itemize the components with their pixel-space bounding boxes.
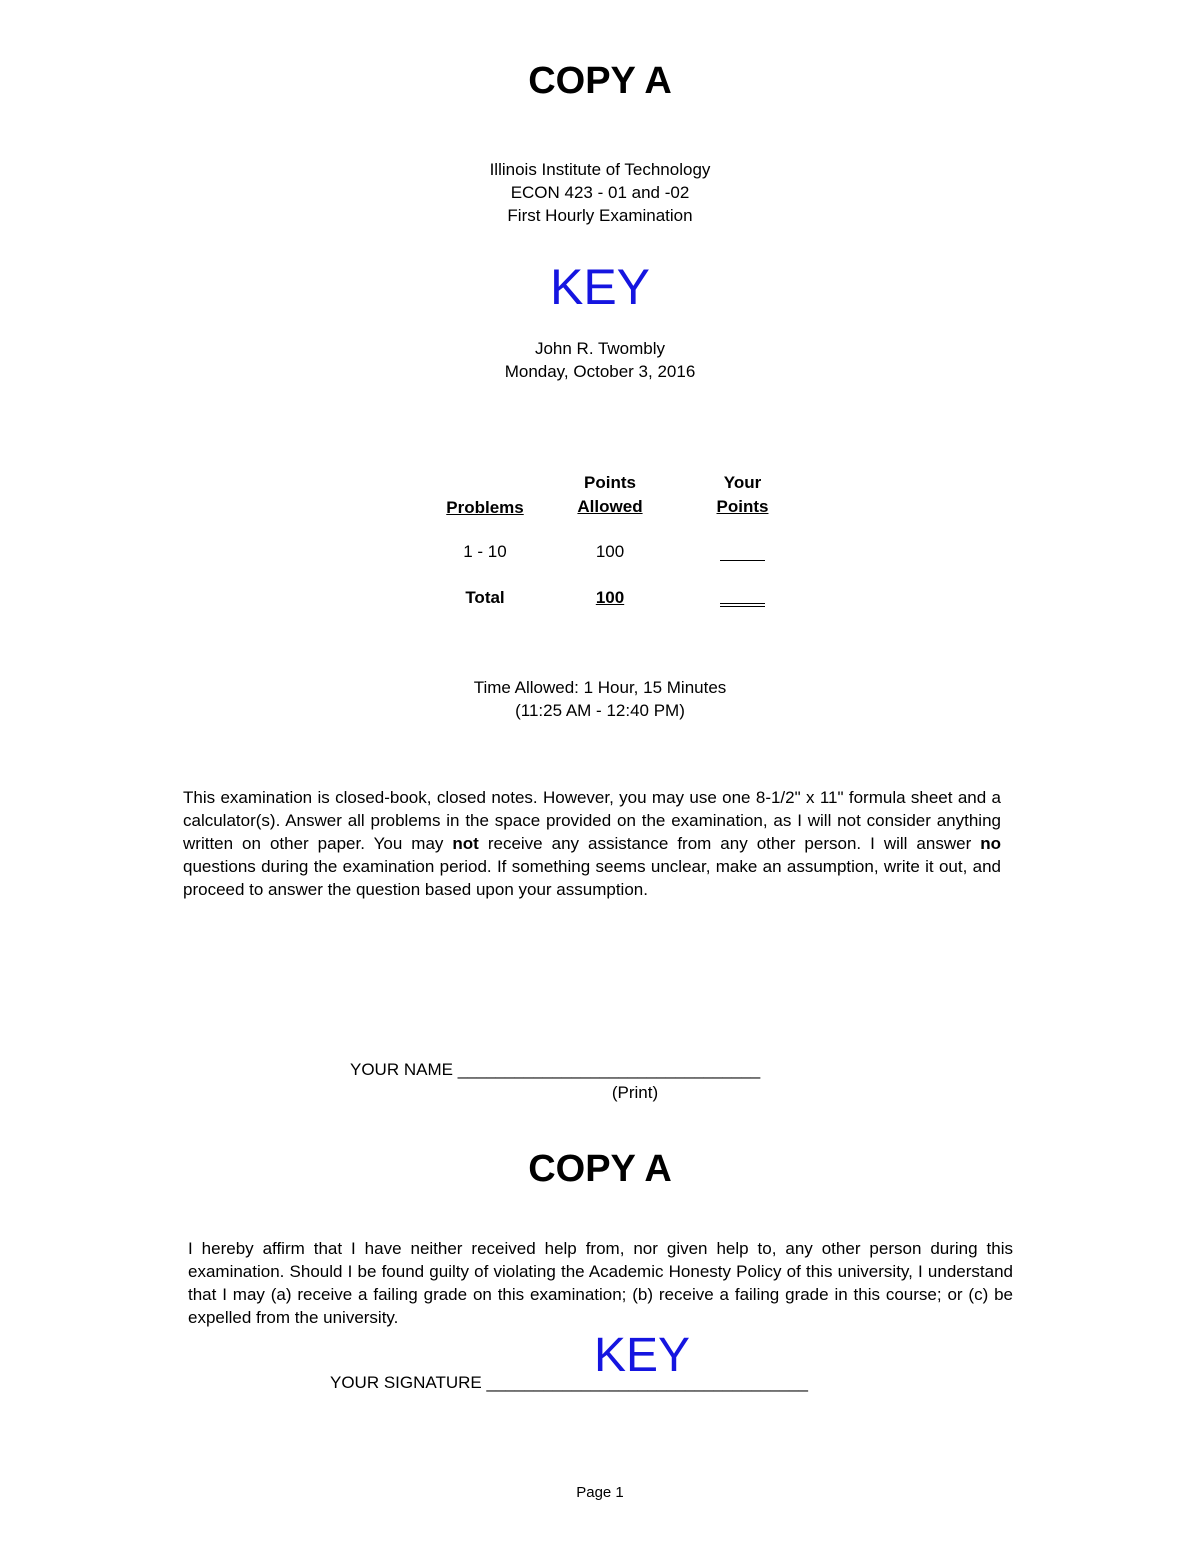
page-number: Page 1 [576,1484,624,1501]
name-print-hint: (Print) [611,1083,659,1102]
affirmation-paragraph: I hereby affirm that I have neither received help from, nor given help to, any other person during this examination. Should I be found guilty of violating the Academic Honesty Policy of this university, I understand that I may (a) receive a failing grade on this examination; (b) receive a failing grade in this course; or (c) be expelled from the university. [188,1239,1013,1327]
total-label: Total [465,588,505,607]
instructor-name: John R. Twombly [534,339,666,358]
problems-range: 1 - 10 [463,542,507,561]
name-label: YOUR NAME [350,1060,453,1079]
copy-label-top: COPY A [528,60,672,102]
instructions-paragraph: This examination is closed-book, closed notes. However, you may use one 8-1/2" x 11" formula sheet and a calculator(s). Answer all problems in the space provided on the examination, as I will not consider anything written on other paper. You may not receive any assistance from any other person. I will answer no questions during the examination period. If something seems unclear, make an assumption, write it out, and proceed to answer the question based upon your assumption. [183,788,1001,899]
name-field[interactable] [350,1058,760,1081]
signature-label: YOUR SIGNATURE [330,1373,482,1392]
course-code: ECON 423 - 01 and -02 [510,183,690,202]
col-points-allowed-header: Points Allowed [577,473,643,516]
exam-name: First Hourly Examination [507,206,693,225]
signature-field[interactable] [330,1371,808,1394]
total-your-points-blank[interactable] [720,603,765,604]
copy-label-bottom: COPY A [528,1148,672,1190]
total-your-points-double-underline [720,606,765,607]
exam-date: Monday, October 3, 2016 [504,362,696,381]
col-problems-header: Problems [446,498,524,517]
signature-key-mark: KEY [594,1329,691,1382]
name-blank[interactable]: ________________________________ [457,1060,761,1079]
institution-name: Illinois Institute of Technology [489,160,711,179]
total-points-value: 100 [595,588,625,607]
time-window: (11:25 AM - 12:40 PM) [515,701,685,720]
your-points-blank[interactable] [720,560,765,561]
col-your-points-header: Your Points [716,473,769,516]
time-allowed: Time Allowed: 1 Hour, 15 Minutes [473,678,727,697]
key-heading: KEY [549,259,651,315]
signature-blank[interactable]: __________________________________ [486,1373,808,1392]
points-allowed-value: 100 [595,542,625,561]
